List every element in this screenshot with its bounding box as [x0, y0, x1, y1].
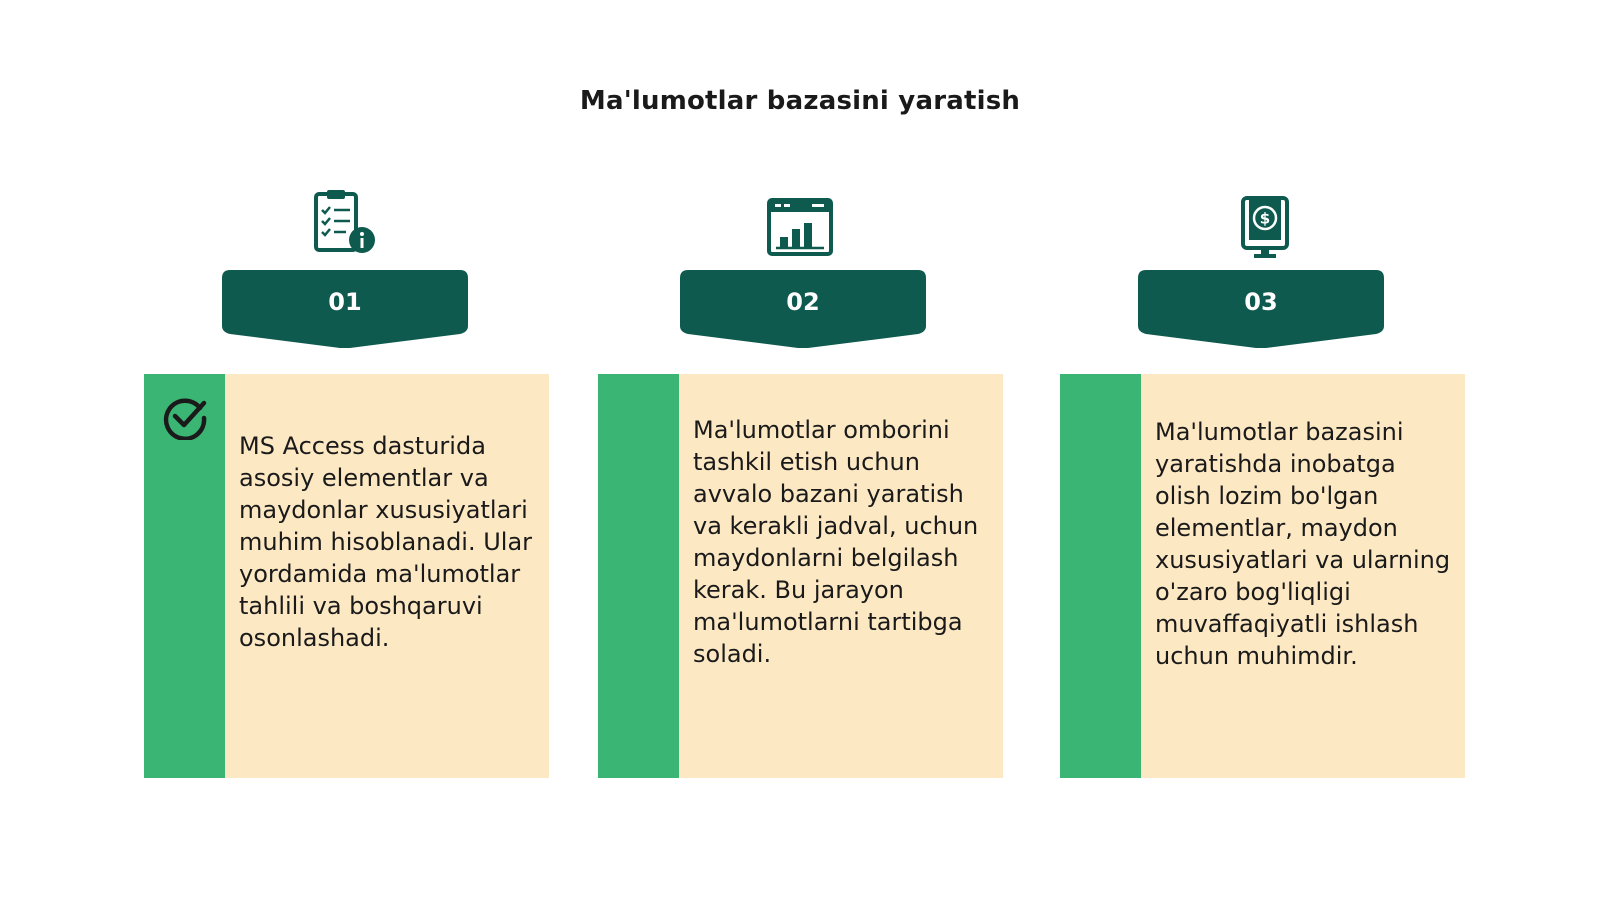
- clipboard-checklist-icon: [310, 188, 380, 258]
- page-title: Ma'lumotlar bazasini yaratish: [579, 86, 1021, 116]
- dollar-monitor-icon: [1232, 194, 1302, 264]
- card-stripe: [144, 374, 225, 778]
- step-badge-01: [222, 270, 468, 348]
- svg-text:$: $: [1259, 209, 1271, 228]
- step-description: MS Access dasturida asosiy elementlar va maydonlar xususiyatlari muhim hisoblanadi. Ular yordamida ma'lumotlar tahlili va boshqaruvi osonlashadi.: [239, 432, 533, 652]
- check-circle-icon: [162, 394, 208, 440]
- card-body: [679, 374, 1003, 778]
- step-description: Ma'lumotlar omborini tashkil etish uchun avvalo bazani yaratish va kerakli jadval, uchun maydonlarni belgilash kerak. Bu jarayon ma'lumotlarni tartibga soladi.: [693, 416, 979, 668]
- step-badge-03: [1138, 270, 1384, 348]
- card-stripe: [1060, 374, 1141, 778]
- step-description: Ma'lumotlar bazasini yaratishda inobatga olish lozim bo'lgan elementlar, maydon xususiyatlari va ularning o'zaro bog'liqligi muvaffaqiyatli ishlash uchun muhimdir.: [1155, 418, 1451, 670]
- step-badge-02: [680, 270, 926, 348]
- card-stripe: [598, 374, 679, 778]
- step-card-02: [598, 374, 1003, 778]
- card-body: [225, 374, 549, 778]
- step-number: 02: [786, 288, 820, 316]
- step-number: 01: [328, 288, 362, 316]
- step-card-03: [1060, 374, 1465, 778]
- bar-chart-window-icon: [766, 195, 836, 265]
- step-card-01: [144, 374, 549, 778]
- step-number: 03: [1244, 288, 1278, 316]
- card-body: [1141, 374, 1465, 778]
